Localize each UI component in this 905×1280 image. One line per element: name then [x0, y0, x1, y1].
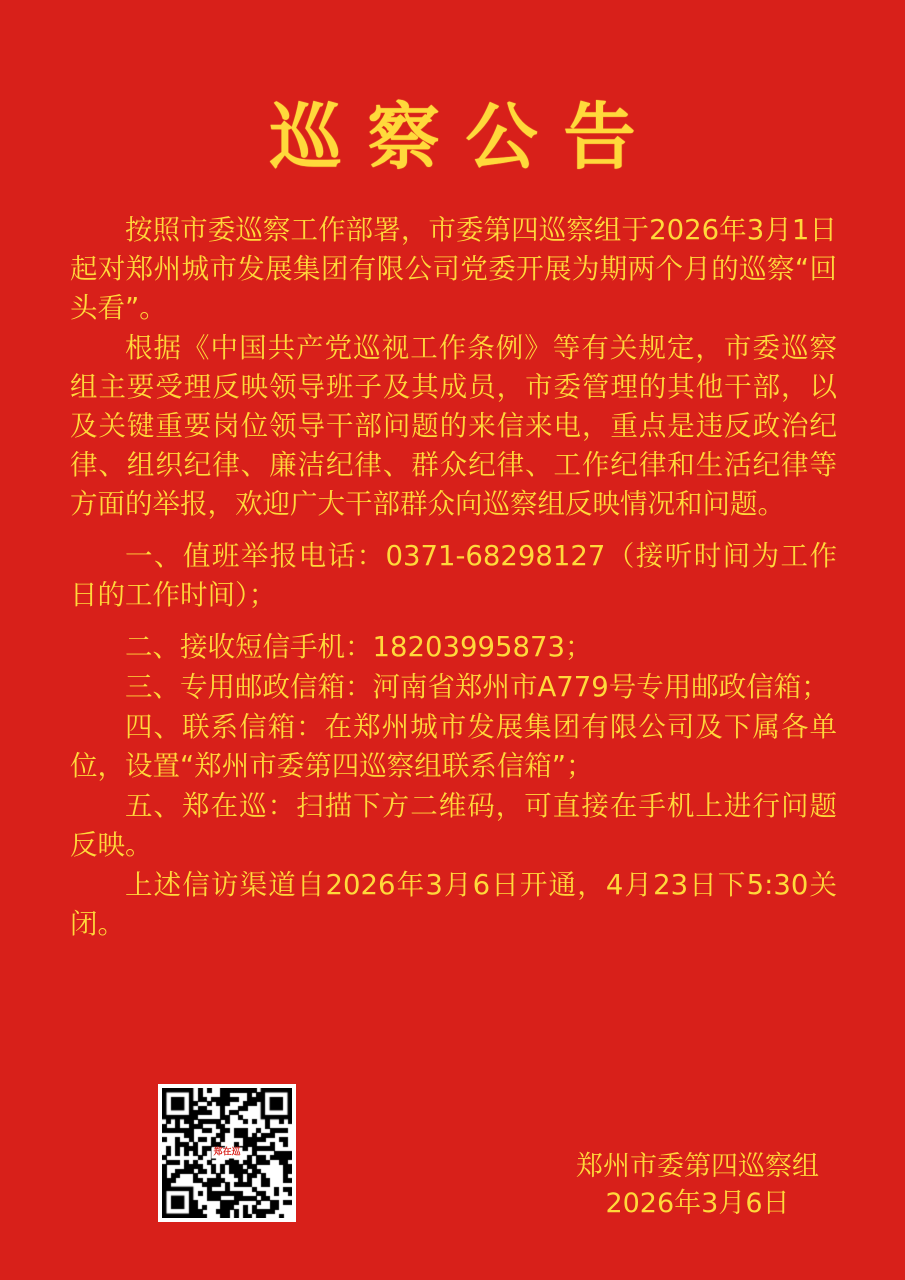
notice-body — [6, 211, 899, 945]
paragraph-item-3: 三、专用邮政信箱：河南省郑州市A779号专用邮政信箱； — [125, 670, 829, 703]
paragraph-item-1: 一、值班举报电话：0371-68298127（接听时间为工作日的工作时间）； — [70, 539, 837, 611]
paragraph-closing: 上述信访渠道自2026年3月6日开通，4月23日下5:30关闭。 — [70, 868, 837, 940]
qr-code-label: 郑在巡 — [213, 1147, 241, 1158]
paragraph-item-4: 四、联系信箱：在郑州城市发展集团有限公司及下属各单位，设置“郑州市委第四巡察组联系信箱”； — [70, 710, 837, 782]
signature-block — [576, 1148, 819, 1222]
qr-code-image — [162, 1088, 292, 1218]
paragraph-item-2: 二、接收短信手机：18203995873； — [125, 630, 593, 663]
paragraph-scope: 根据《中国共产党巡视工作条例》等有关规定，市委巡察组主要受理反映领导班子及其成员，市委管理的其他干部，以及关键重要岗位领导干部问题的来信来电，重点是违反政治纪律、组织纪律、廉洁纪律、群众纪律、工作纪律和生活纪律等方面的举报，欢迎广大干部群众向巡察组反映情况和问题。 — [70, 331, 837, 520]
paragraph-item-5: 五、郑在巡：扫描下方二维码，可直接在手机上进行问题反映。 — [70, 789, 837, 861]
signature-organization: 郑州市委第四巡察组 — [576, 1151, 819, 1182]
qr-code[interactable] — [158, 1084, 296, 1222]
page-title: 巡察公告 — [269, 95, 662, 179]
paragraph-intro: 按照市委巡察工作部署，市委第四巡察组于2026年3月1日起对郑州城市发展集团有限公司党委开展为期两个月的巡察“回头看”。 — [70, 213, 837, 324]
signature-date: 2026年3月6日 — [605, 1188, 790, 1219]
